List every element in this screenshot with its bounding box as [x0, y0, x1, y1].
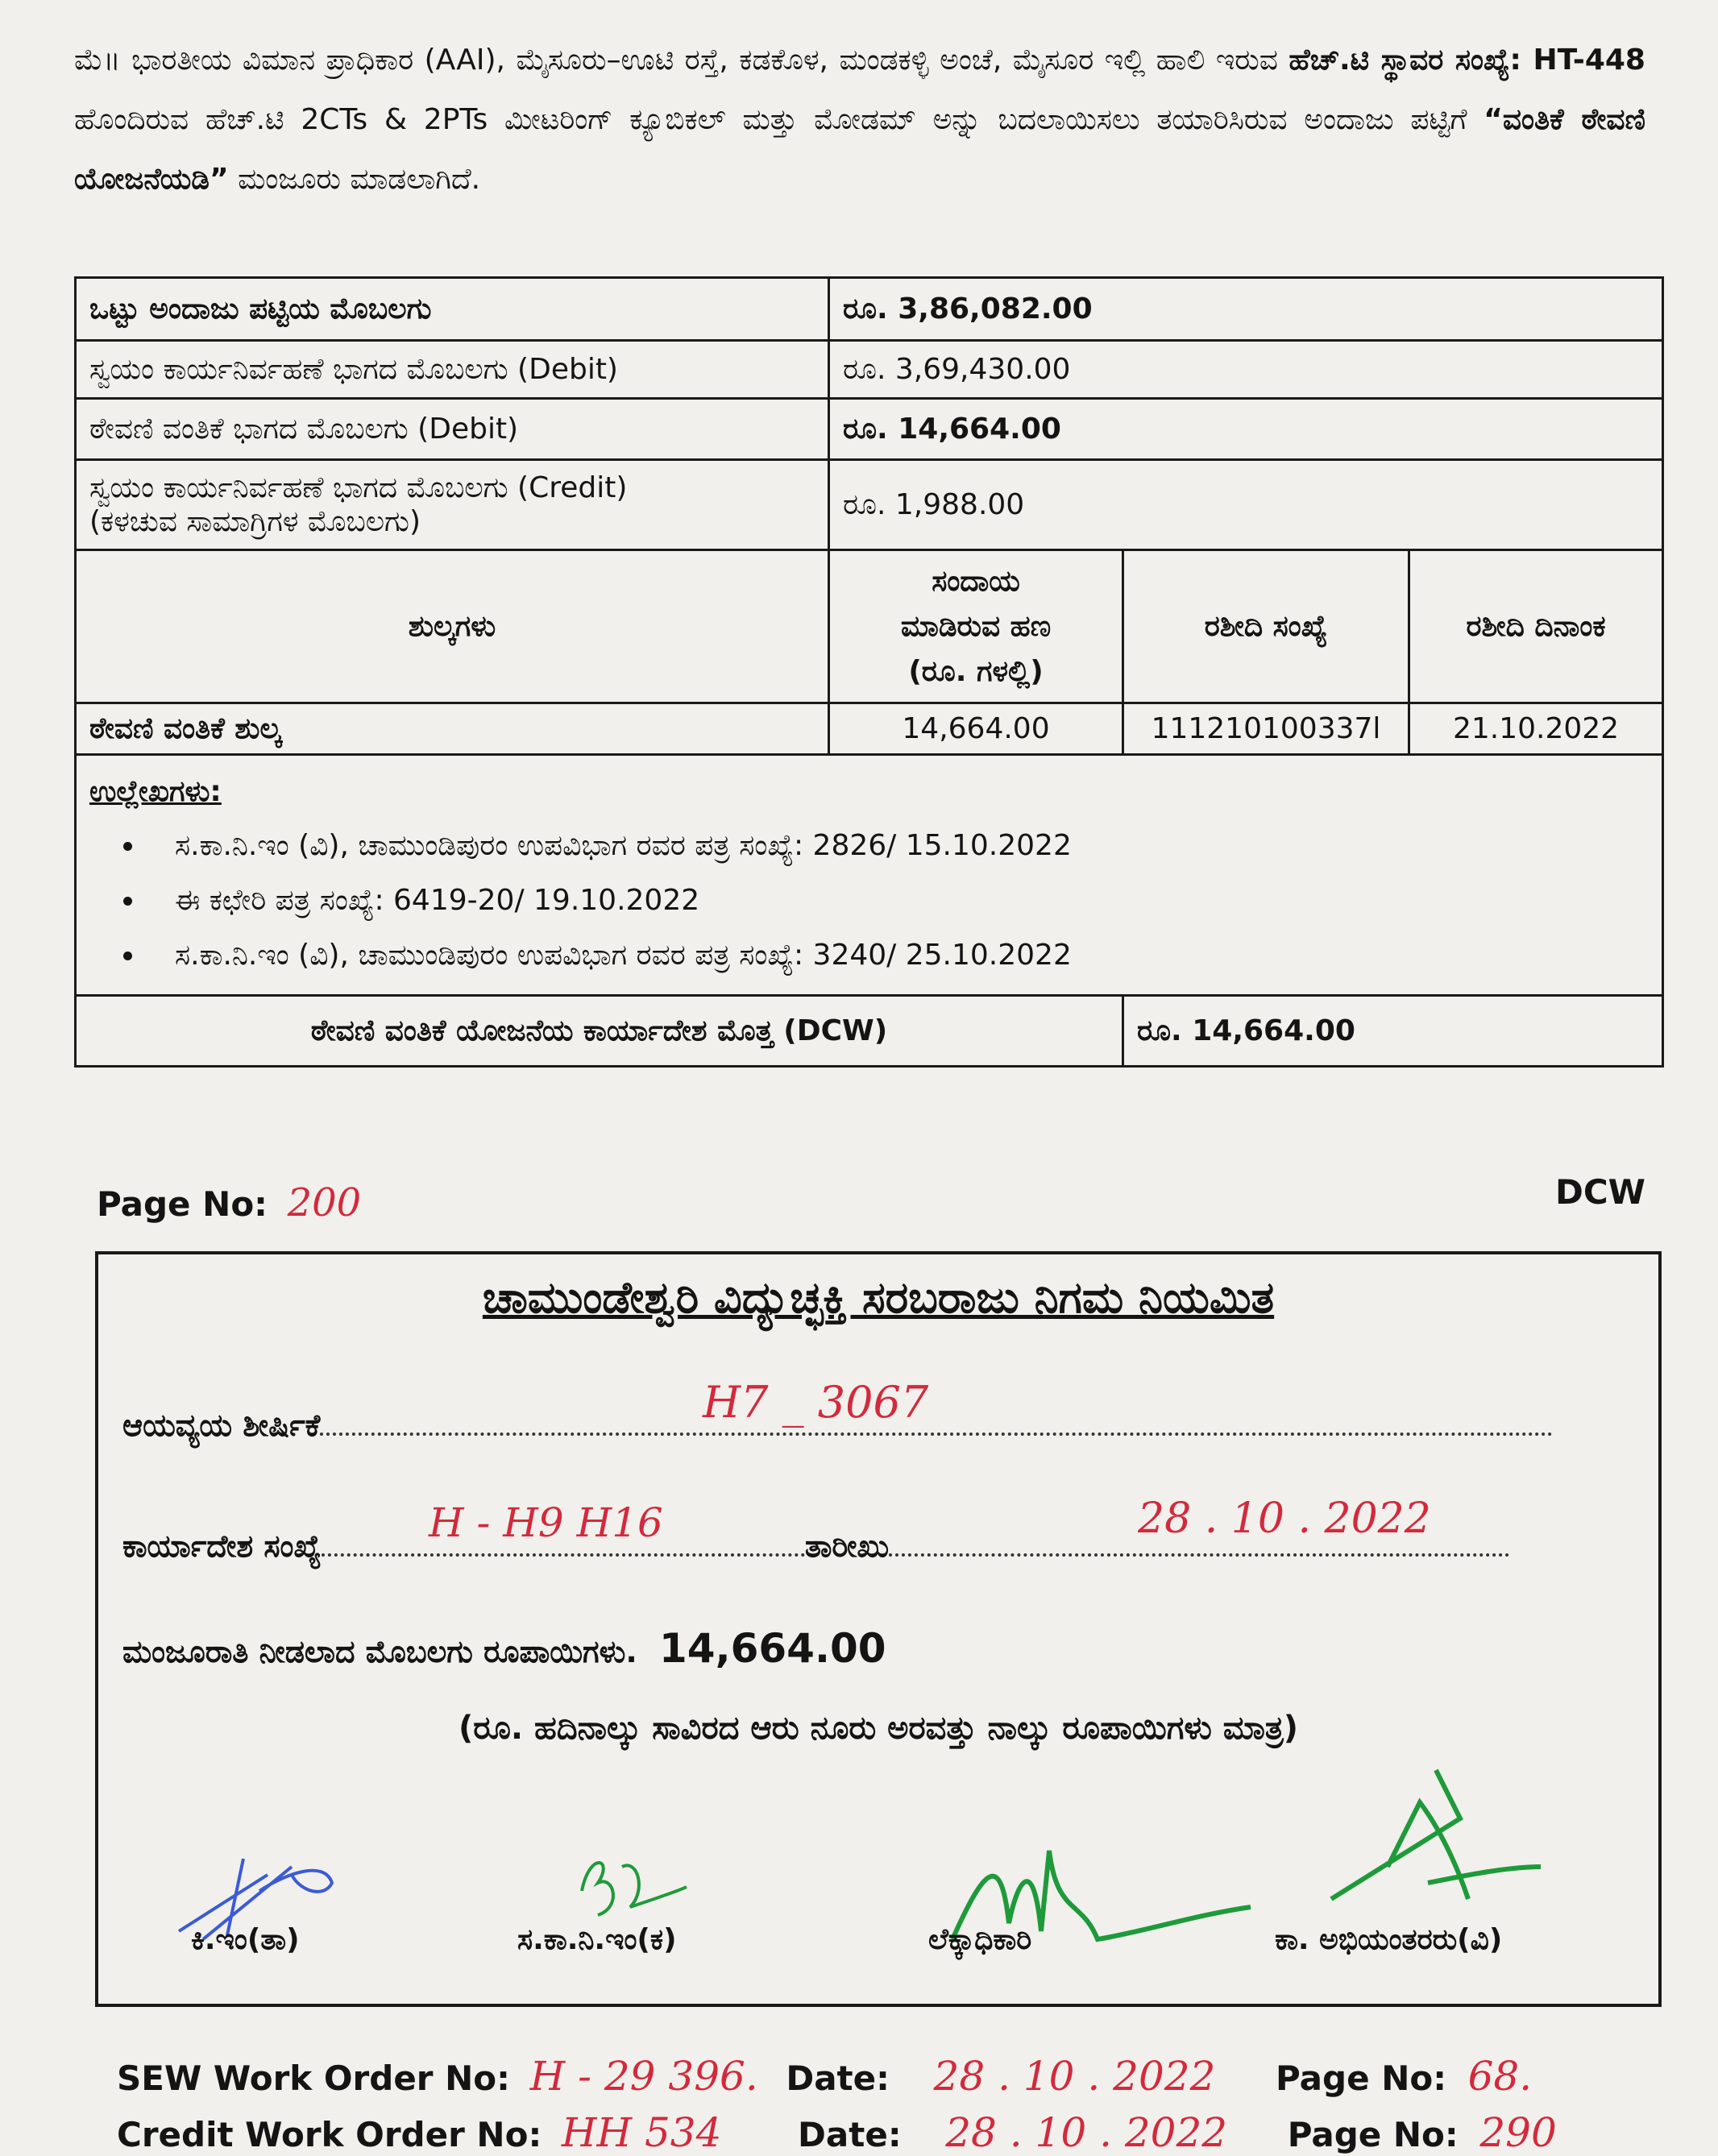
company-title: [98, 1272, 1658, 1324]
summary-row: [76, 460, 1663, 550]
intro-text-1: ಮೆ॥ ಭಾರತೀಯ ವಿಮಾನ ಪ್ರಾಧಿಕಾರ (AAI), ಮೈಸೂರು–ಊಟಿ ರಸ್ತೆ, ಕಡಕೊಳ, ಮಂಡಕಳ್ಳಿ ಅಂಚೆ, ಮೈಸೂರ ಇಲ್ಲಿ ಹಾಲಿ ಇರುವ: [74, 44, 1289, 77]
credit-label-line-1: ಸ್ವಯಂ ಕಾರ್ಯನಿರ್ವಹಣೆ ಭಾಗದ ಮೊಬಲಗು (Credit): [89, 471, 628, 504]
deposit-contribution-debit-value: ರೂ. 14,664.00: [829, 399, 1663, 460]
credit-page-value: 290: [1479, 2109, 1557, 2156]
self-execution-credit-label: [76, 460, 829, 550]
intro-paragraph: [74, 31, 1645, 209]
work-order-value: H - H9 H16: [429, 1499, 663, 1546]
total-estimate-label: ಒಟ್ಟು ಅಂದಾಜು ಪಟ್ಟಿಯ ಮೊಬಲಗು: [76, 278, 829, 341]
work-order-row: [122, 1495, 1509, 1565]
page-number-value: 200: [287, 1180, 362, 1225]
fee-row-label: ಠೇವಣಿ ವಂತಿಕೆ ಶುಲ್ಕ: [76, 703, 829, 755]
dcw-total-value: ರೂ. 14,664.00: [1123, 996, 1663, 1067]
amount-row: [122, 1625, 886, 1672]
dcw-tag: DCW: [1555, 1172, 1646, 1212]
intro-bold-1: ಹೆಚ್.ಟಿ ಸ್ಥಾವರ ಸಂಖ್ಯೆ: HT-448: [1288, 44, 1645, 77]
amount-value: 14,664.00: [659, 1625, 886, 1672]
page-number-label: Page No:: [97, 1184, 268, 1224]
signatory-executive-engineer: ಕಾ. ಅಭಿಯಂತರರು(ವಿ): [1275, 1923, 1503, 1956]
remark-item: • ಸ.ಕಾ.ನಿ.ಇಂ (ವಿ), ಚಾಮುಂಡಿಪುರಂ ಉಪವಿಭಾಗ ರವರ ಪತ್ರ ಸಂಖ್ಯೆ: 3240/ 25.10.2022: [146, 936, 1649, 975]
budget-head-label: ಆಯವ್ಯಯ ಶೀರ್ಷಿಕೆ: [122, 1408, 321, 1443]
signatory-accounts-officer: ಲೆಕ್ಕಾಧಿಕಾರಿ: [928, 1923, 1032, 1956]
self-execution-credit-value: ರೂ. 1,988.00: [829, 460, 1663, 550]
date-label: ತಾರೀಖು: [804, 1528, 890, 1564]
fees-header-receipt-date: ರಶೀದಿ ದಿನಾಂಕ: [1409, 550, 1663, 703]
credit-value: HH 534: [561, 2109, 722, 2156]
remark-item: • ಸ.ಕಾ.ನಿ.ಇಂ (ವಿ), ಚಾಮುಂಡಿಪುರಂ ಉಪವಿಭಾಗ ರವರ ಪತ್ರ ಸಂಖ್ಯೆ: 2826/ 15.10.2022: [146, 827, 1649, 865]
fees-header-row: [76, 550, 1663, 703]
summary-row: [76, 341, 1663, 399]
signatory-aee: ಸ.ಕಾ.ನಿ.ಇಂ(ಕ): [517, 1923, 677, 1956]
sew-date-value: 28 . 10 . 2022: [933, 2053, 1216, 2100]
fee-row-receipt-no: 111210100337l: [1123, 703, 1409, 755]
fee-row: [76, 703, 1663, 755]
fees-header-paid-line-1: ಸಂದಾಯ: [932, 564, 1020, 598]
self-execution-debit-value: ರೂ. 3,69,430.00: [829, 341, 1663, 399]
amount-label: ಮಂಜೂರಾತಿ ನೀಡಲಾದ ಮೊಬಲಗು ರೂಪಾಯಿಗಳು.: [122, 1634, 637, 1669]
estimate-summary-table: [74, 276, 1664, 1068]
signatory-ee-tech: ಕಿ.ಇಂ(ತಾ): [191, 1923, 300, 1956]
fee-row-amount: 14,664.00: [829, 703, 1123, 755]
dcw-total-label: ಠೇವಣಿ ವಂತಿಕೆ ಯೋಜನೆಯ ಕಾರ್ಯಾದೇಶ ಮೊತ್ತ (DCW): [76, 996, 1123, 1067]
fee-row-receipt-date: 21.10.2022: [1409, 703, 1663, 755]
sanction-box: [95, 1251, 1662, 2007]
remarks-cell: [76, 755, 1663, 996]
credit-label-line-2: (ಕಳಚುವ ಸಾಮಾಗ್ರಿಗಳ ಮೊಬಲಗು): [89, 504, 421, 538]
remarks-row: [76, 755, 1663, 996]
summary-row: [76, 399, 1663, 460]
signature-executive-engineer: [1323, 1754, 1549, 1923]
budget-head-dots: [320, 1408, 1553, 1436]
fees-header-receipt-no: ರಶೀದಿ ಸಂಖ್ಯೆ: [1123, 550, 1409, 703]
work-order-label: ಕಾರ್ಯಾದೇಶ ಸಂಖ್ಯೆ: [122, 1528, 322, 1564]
self-execution-debit-label: ಸ್ವಯಂ ಕಾರ್ಯನಿರ್ವಹಣೆ ಭಾಗದ ಮೊಬಲಗು (Debit): [76, 341, 829, 399]
summary-row: [76, 278, 1663, 341]
sew-work-order-line: [117, 2053, 1532, 2100]
credit-work-order-line: [117, 2109, 1557, 2156]
deposit-contribution-debit-label: ಠೇವಣಿ ವಂತಿಕೆ ಭಾಗದ ಮೊಬಲಗು (Debit): [76, 399, 829, 460]
budget-head-row: [122, 1377, 1553, 1444]
fees-header-paid-line-2: ಮಾಡಿರುವ ಹಣ: [900, 609, 1052, 643]
dcw-total-row: [76, 996, 1663, 1067]
page-number: [97, 1180, 361, 1225]
signature-aee: [566, 1843, 695, 1931]
credit-date-value: 28 . 10 . 2022: [945, 2109, 1228, 2156]
sew-page-label: Page No:: [1276, 2059, 1446, 2098]
sew-value: H - 29 396.: [529, 2053, 758, 2100]
credit-date-label: Date:: [798, 2115, 902, 2154]
intro-text-2: ಹೊಂದಿರುವ ಹೆಚ್.ಟಿ 2CTs & 2PTs ಮೀಟರಿಂಗ್ ಕ್ಯೂಬಿಕಲ್ ಮತ್ತು ಮೋಡಮ್ ಅನ್ನು ಬದಲಾಯಿಸಲು ತಯಾರಿಸಿರುವ ಅಂದಾಜು ಪಟ್ಟಿಗೆ: [74, 103, 1484, 136]
company-title-text: ಚಾಮುಂಡೇಶ್ವರಿ ವಿದ್ಯುಚ್ಛಕ್ತಿ ಸರಬರಾಜು ನಿಗಮ ನಿಯಮಿತ: [482, 1272, 1275, 1323]
remark-item: • ಈ ಕಛೇರಿ ಪತ್ರ ಸಂಖ್ಯೆ: 6419-20/ 19.10.2022: [146, 881, 1649, 920]
intro-text-3: ಮಂಜೂರು ಮಾಡಲಾಗಿದೆ.: [228, 163, 481, 196]
sew-page-value: 68.: [1467, 2053, 1533, 2100]
total-estimate-value: ರೂ. 3,86,082.00: [829, 278, 1663, 341]
remarks-title: ಉಲ್ಲೇಖಗಳು:: [89, 775, 222, 808]
fees-header-paid-line-3: (ರೂ. ಗಳಲ್ಲಿ): [908, 654, 1044, 688]
sew-label: SEW Work Order No:: [117, 2059, 510, 2098]
credit-label: Credit Work Order No:: [117, 2115, 542, 2154]
fees-header-charges: ಶುಲ್ಕಗಳು: [76, 550, 829, 703]
date-value: 28 . 10 . 2022: [1138, 1495, 1431, 1543]
budget-head-value: H7 _ 3067: [703, 1377, 929, 1428]
remarks-list: [89, 827, 1649, 975]
credit-page-label: Page No:: [1287, 2115, 1459, 2154]
sew-date-label: Date:: [786, 2059, 890, 2098]
amount-in-words: (ರೂ. ಹದಿನಾಲ್ಕು ಸಾವಿರದ ಆರು ನೂರು ಅರವತ್ತು ನಾಲ್ಕು ರೂಪಾಯಿಗಳು ಮಾತ್ರ): [458, 1710, 1299, 1747]
intro-bold-2: “ವಂತಿಕೆ ಠೇವಣಿ ಯೋಜನೆಯಡಿ”: [74, 103, 1645, 196]
fees-header-paid: [829, 550, 1123, 703]
